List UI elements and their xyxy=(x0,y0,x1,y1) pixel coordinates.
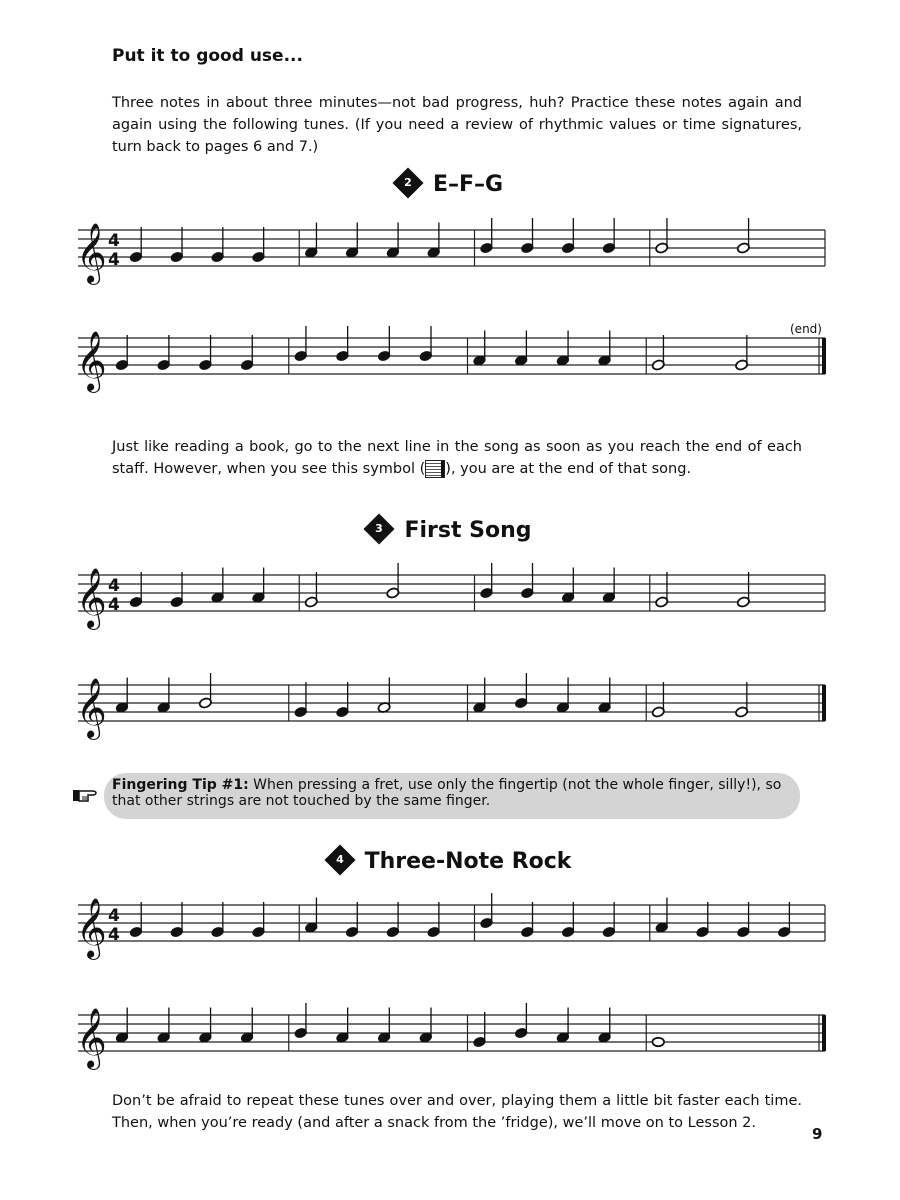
time-signature-bottom: 4 xyxy=(108,925,120,945)
pointing-hand-icon xyxy=(72,785,98,805)
track-number-badge: 2 xyxy=(392,167,423,198)
whole-note xyxy=(652,1038,664,1046)
treble-clef-icon: 𝄞 xyxy=(76,331,107,391)
time-signature-top: 4 xyxy=(108,576,120,596)
song-title-first-song: 3 First Song xyxy=(0,518,900,543)
section-heading: Put it to good use... xyxy=(112,46,303,66)
outro-paragraph: Don’t be afraid to repeat these tunes over and over, playing them a little bit faster each time. Then, when you’re ready (and after a snack from the ’fridge), we’ll move on to Lesson 2. xyxy=(112,1093,802,1131)
music-staff-1 xyxy=(70,210,840,290)
treble-clef-icon: 𝄞 xyxy=(76,223,107,283)
time-signature-bottom: 4 xyxy=(108,595,120,615)
end-barline-icon xyxy=(425,460,445,478)
music-staff-5 xyxy=(70,885,840,965)
music-staff-2 xyxy=(70,318,840,398)
treble-clef-icon: 𝄞 xyxy=(76,678,107,738)
track-number-badge: 4 xyxy=(324,844,355,875)
treble-clef-icon: 𝄞 xyxy=(76,898,107,958)
final-bar-thick xyxy=(822,338,826,374)
treble-clef-icon: 𝄞 xyxy=(76,1008,107,1068)
song-title-efg: 2 E–F–G xyxy=(0,172,900,197)
music-staff-4 xyxy=(70,665,840,745)
time-signature-top: 4 xyxy=(108,906,120,926)
time-signature-top: 4 xyxy=(108,231,120,251)
music-staff-6 xyxy=(70,995,840,1075)
fingering-tip-box: Fingering Tip #1: When pressing a fret, use only the fingertip (not the whole finger, silly!), so that other strings are not touched by the same finger. xyxy=(104,773,800,819)
music-staff-3 xyxy=(70,555,840,635)
song-title-three-note-rock: 4 Three-Note Rock xyxy=(0,849,900,874)
time-signature-bottom: 4 xyxy=(108,250,120,270)
intro-paragraph: Three notes in about three minutes—not bad progress, huh? Practice these notes again and again using the following tunes. (If you need a review of rhythmic values or time signatures, turn back to pages 6 and 7.) xyxy=(112,95,802,155)
track-number-badge: 3 xyxy=(364,513,395,544)
end-symbol-paragraph: Just like reading a book, go to the next line in the song as soon as you reach the end of each staff. However, when you see this symbol ( ), you are at the end of that song. xyxy=(112,439,802,477)
page-number: 9 xyxy=(812,1125,823,1143)
treble-clef-icon: 𝄞 xyxy=(76,568,107,628)
final-bar-thick xyxy=(822,685,826,721)
final-bar-thick xyxy=(822,1015,826,1051)
end-label: (end) xyxy=(790,322,822,336)
